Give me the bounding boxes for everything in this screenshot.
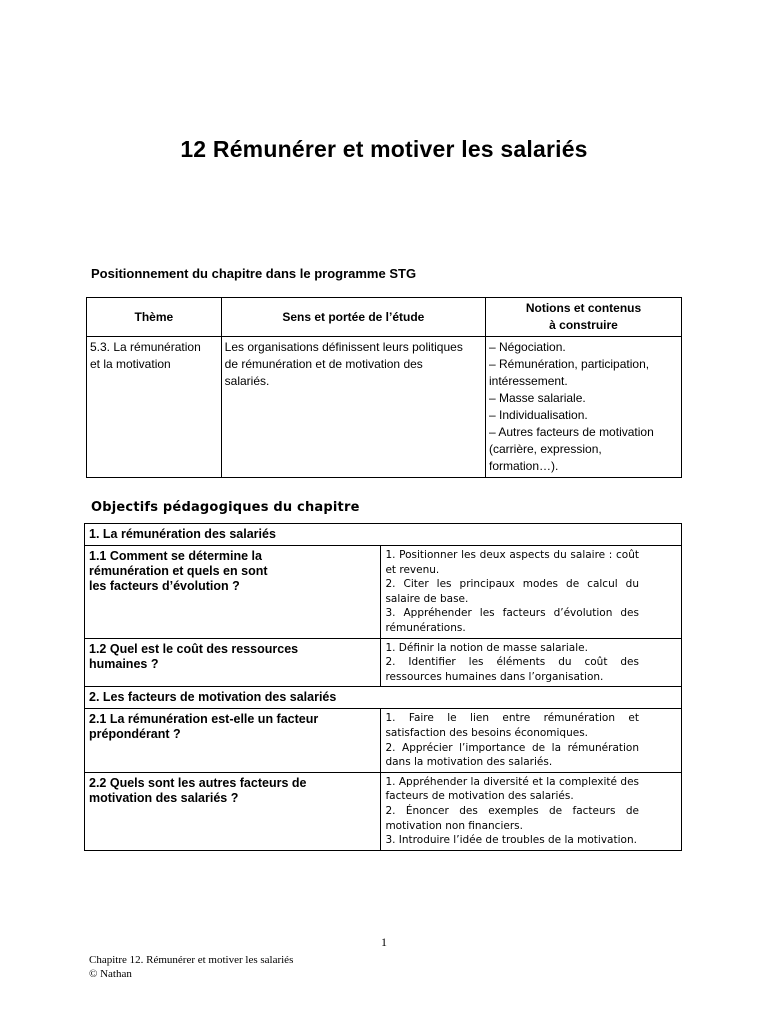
objective-item: 2. Identifier les éléments du coût des ressources humaines dans l’organisation.	[385, 656, 639, 683]
objective-item: 1. Définir la notion de masse salariale.	[385, 641, 588, 654]
objective-item: 1. Positionner les deux aspects du salaire : coût et revenu.	[385, 549, 639, 576]
footer-chapter: Chapitre 12. Rémunérer et motiver les salariés	[89, 954, 294, 966]
question-line: 1.1 Comment se détermine la	[89, 549, 262, 563]
notion-line: formation…).	[489, 459, 559, 473]
sens-line: de rémunération et de motivation des	[224, 357, 423, 371]
sens-line: Les organisations définissent leurs politiques	[224, 340, 463, 354]
question-2-2	[85, 772, 381, 850]
objective-item: 2. Énoncer des exemples de facteurs de motivation non financiers.	[385, 804, 639, 832]
header-notions-line2: à construire	[549, 318, 618, 332]
cell-sens	[221, 337, 485, 478]
section-remuneration: 1. La rémunération des salariés	[85, 524, 682, 546]
program-table-row	[87, 337, 682, 478]
theme-line: et la motivation	[90, 357, 171, 371]
objective-item: 3. Appréhender les facteurs d’évolution des rémunérations.	[385, 607, 639, 634]
program-positioning-heading: Positionnement du chapitre dans le programme STG	[91, 266, 417, 281]
header-sens: Sens et portée de l’étude	[221, 298, 485, 337]
footer	[89, 953, 293, 981]
objectives-section-row	[85, 687, 682, 709]
objective-item: 3. Introduire l’idée de troubles de la motivation.	[385, 834, 637, 847]
document-title: 12 Rémunérer et motiver les salariés	[180, 136, 588, 162]
answer-2-1	[381, 709, 682, 772]
header-notions-line1: Notions et contenus	[525, 301, 642, 315]
objectives-table	[84, 523, 682, 851]
question-line: rémunération et quels en sont	[89, 564, 268, 578]
answer-2-2	[381, 772, 682, 850]
program-table-header-row	[87, 298, 682, 337]
answer-1-2	[381, 638, 682, 687]
notion-line: – Autres facteurs de motivation	[489, 425, 654, 439]
header-theme: Thème	[87, 298, 222, 337]
question-line: 1.2 Quel est le coût des ressources	[89, 641, 299, 656]
objectives-heading: Objectifs pédagogiques du chapitre	[91, 500, 360, 515]
objective-item: 1. Faire le lien entre rémunération et satisfaction des besoins économiques.	[385, 712, 639, 739]
question-line: prépondérant ?	[89, 727, 181, 742]
question-line: 2.1 La rémunération est-elle un facteur	[89, 712, 319, 727]
question-line: 2.2 Quels sont les autres facteurs de	[89, 775, 307, 790]
theme-line: 5.3. La rémunération	[90, 340, 201, 354]
question-1-2	[85, 638, 381, 687]
cell-notions	[486, 337, 682, 478]
objectives-section-row	[85, 524, 682, 546]
program-table	[86, 297, 682, 478]
notion-line: intéressement.	[489, 374, 568, 388]
notion-line: – Individualisation.	[489, 408, 588, 422]
question-1-1	[85, 546, 381, 639]
objectives-row	[85, 546, 682, 639]
sens-line: salariés.	[224, 374, 270, 388]
question-line: motivation des salariés ?	[89, 790, 239, 805]
notion-line: – Rémunération, participation,	[489, 357, 650, 371]
objective-item: 2. Apprécier l’importance de la rémunération dans la motivation des salariés.	[385, 741, 639, 769]
objective-item: 1. Appréhender la diversité et la complexité des facteurs de motivation des salariés.	[385, 775, 639, 803]
cell-theme	[87, 337, 222, 478]
notion-line: – Masse salariale.	[489, 391, 586, 405]
objective-item: 2. Citer les principaux modes de calcul du salaire de base.	[385, 578, 639, 605]
notion-line: (carrière, expression,	[489, 442, 602, 456]
page-number: 1	[381, 935, 387, 949]
question-line: les facteurs d’évolution ?	[89, 579, 240, 593]
footer-copyright: © Nathan	[89, 968, 132, 980]
answer-1-1	[381, 546, 682, 639]
objectives-row	[85, 709, 682, 772]
question-2-1	[85, 709, 381, 772]
section-motivation: 2. Les facteurs de motivation des salariés	[85, 687, 682, 709]
objectives-row	[85, 772, 682, 850]
question-line: humaines ?	[89, 656, 159, 671]
objectives-row	[85, 638, 682, 687]
header-notions	[486, 298, 682, 337]
notion-line: – Négociation.	[489, 340, 566, 354]
